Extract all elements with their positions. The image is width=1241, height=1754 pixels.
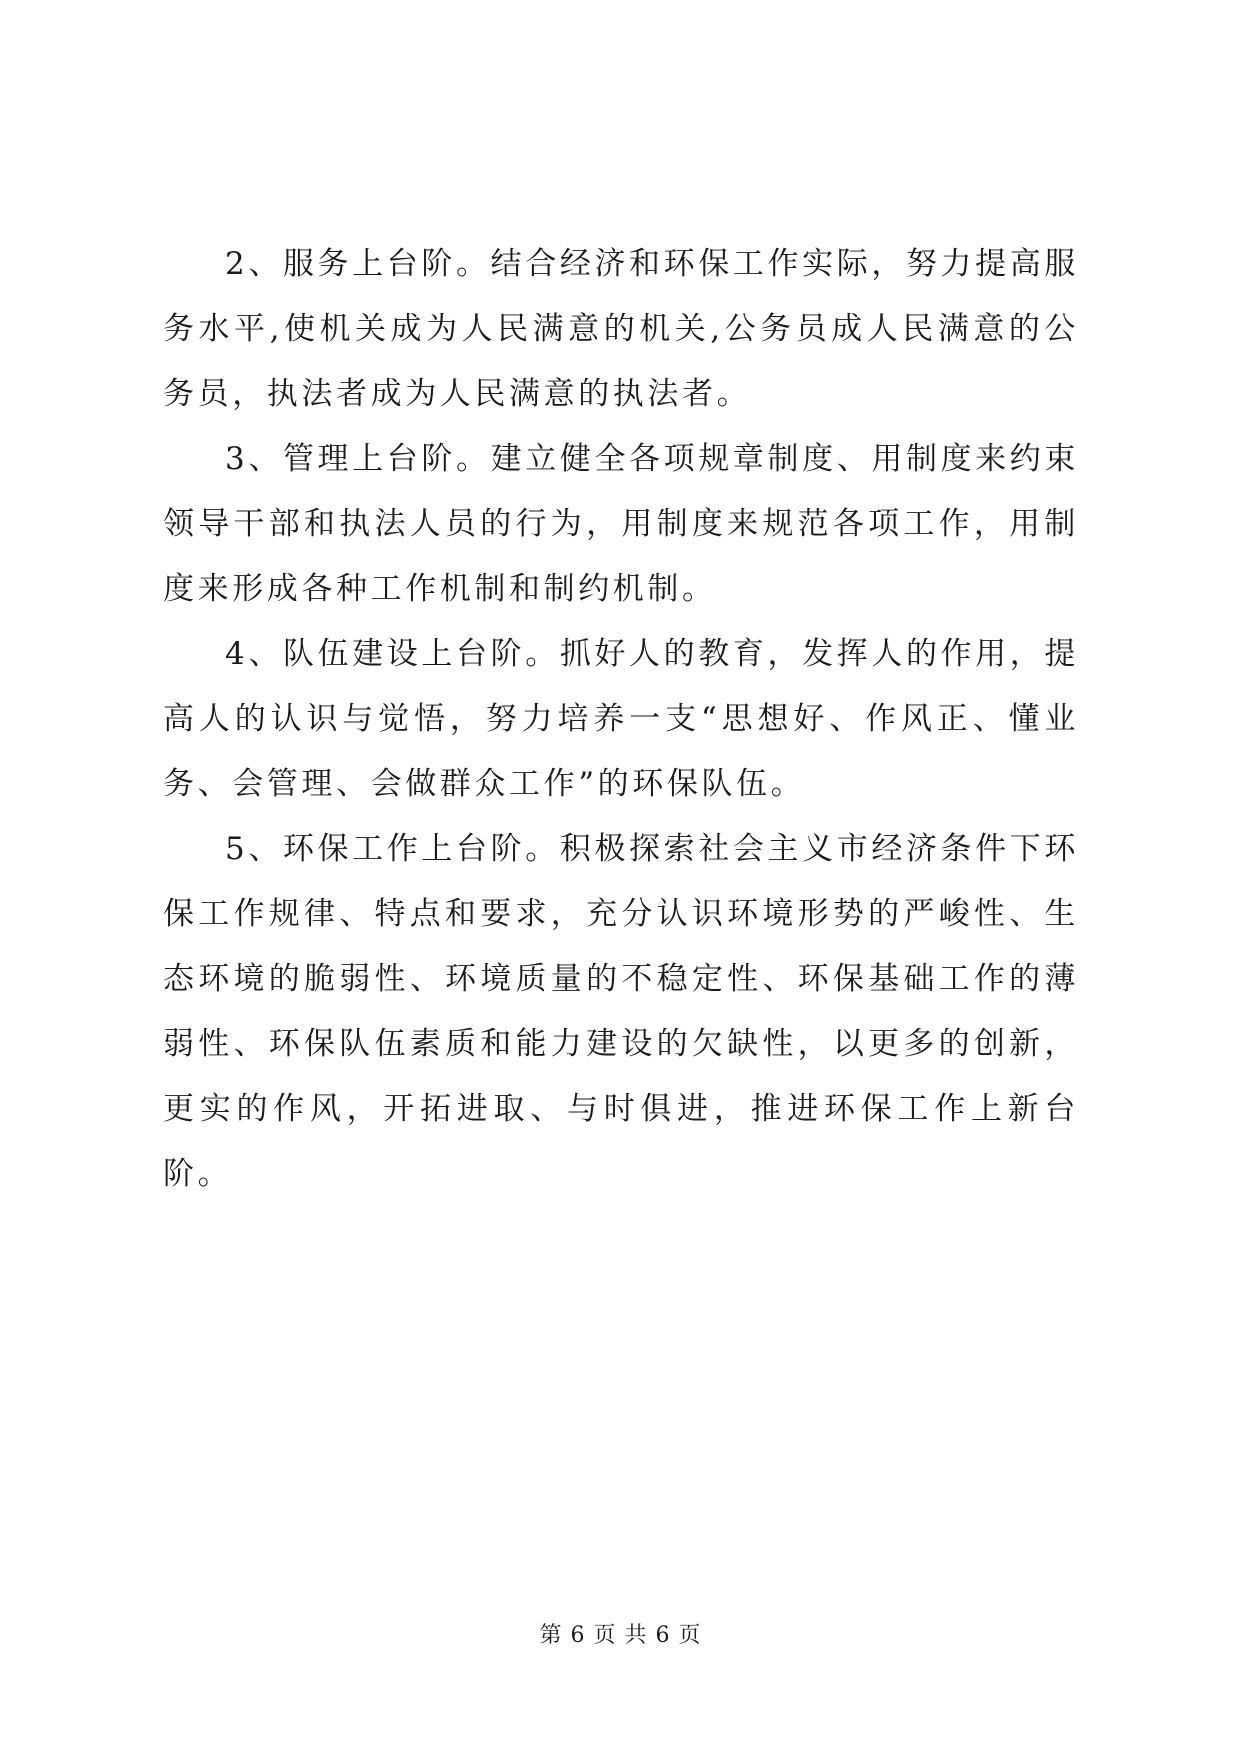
- paragraph-management: 3、管理上台阶。建立健全各项规章制度、用制度来约束领导干部和执法人员的行为，用制度来规范各项工作，用制度来形成各种工作机制和制约机制。: [163, 441, 1079, 607]
- page-number-footer: 第 6 页 共 6 页: [539, 1623, 702, 1648]
- document-body: [163, 232, 1079, 1207]
- paragraph-service: 2、服务上台阶。结合经济和环保工作实际，努力提高服务水平,使机关成为人民满意的机关,公务员成人民满意的公务员，执法者成为人民满意的执法者。: [163, 246, 1079, 412]
- paragraph-team-building: 4、队伍建设上台阶。抓好人的教育，发挥人的作用，提高人的认识与觉悟，努力培养一支“思想好、作风正、懂业务、会管理、会做群众工作”的环保队伍。: [163, 636, 1079, 802]
- paragraph-environmental-work: 5、环保工作上台阶。积极探索社会主义市经济条件下环保工作规律、特点和要求，充分认识环境形势的严峻性、生态环境的脆弱性、环境质量的不稳定性、环保基础工作的薄弱性、环保队伍素质和能力建设的欠缺性，以更多的创新，更实的作风，开拓进取、与时俱进，推进环保工作上新台阶。: [163, 831, 1079, 1192]
